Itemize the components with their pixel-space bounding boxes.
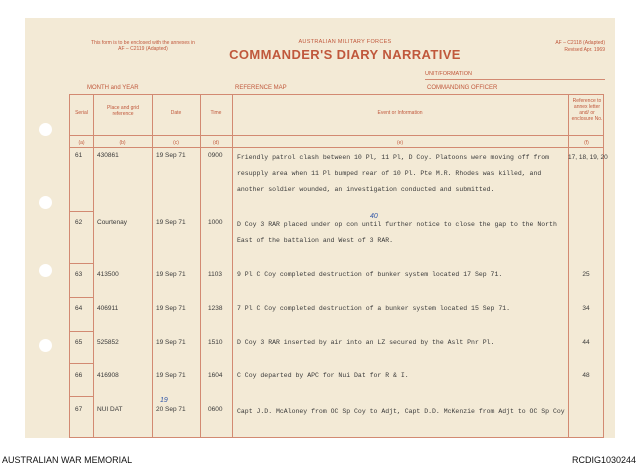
- serial-cell: 67: [75, 406, 83, 413]
- revised-date: Revised Apr. 1969: [564, 47, 605, 53]
- unit-formation-label: UNIT/FORMATION: [425, 71, 472, 77]
- event-cell: Capt J.D. McAloney from OC Sp Coy to Adjt, Capt D.D. McKenzie from Adjt to OC Sp Coy: [237, 408, 565, 415]
- forces-label: AUSTRALIAN MILITARY FORCES: [298, 39, 392, 45]
- row-divider: [70, 211, 93, 212]
- time-cell: 0900: [208, 152, 223, 159]
- commanding-officer-label: COMMANDING OFFICER: [427, 85, 498, 91]
- event-cell: C Coy departed by APC for Nui Dat for R & I.: [237, 372, 409, 379]
- col-letter-c: (c): [173, 140, 179, 146]
- serial-cell: 61: [75, 152, 83, 159]
- place-cell: 416908: [97, 372, 119, 379]
- col-header-event: Event or Information: [377, 110, 423, 116]
- handwritten-annotation: 40: [370, 213, 378, 220]
- form-id: AF – C2118 (Adapted): [555, 40, 605, 46]
- punch-hole: [39, 123, 52, 136]
- place-cell: NUI DAT: [97, 406, 123, 413]
- time-cell: 1510: [208, 339, 223, 346]
- reference-cell: 44: [582, 339, 590, 346]
- place-cell: 430861: [97, 152, 119, 159]
- serial-cell: 66: [75, 372, 83, 379]
- date-cell: 19 Sep 71: [156, 305, 186, 312]
- month-year-label: MONTH and YEAR: [87, 85, 139, 91]
- date-cell: 19 Sep 71: [156, 152, 186, 159]
- event-cell: 9 Pl C Coy completed destruction of bunker system located 17 Sep 71.: [237, 271, 503, 278]
- col-header-place: Place and grid reference: [107, 105, 139, 117]
- diary-sheet: [25, 18, 615, 438]
- date-cell: 19 Sep 71: [156, 271, 186, 278]
- time-cell: 1238: [208, 305, 223, 312]
- place-cell: 406911: [97, 305, 119, 312]
- col-header-time: Time: [210, 110, 222, 116]
- col-letter-b: (b): [119, 140, 126, 146]
- col-letter-f: (f): [584, 140, 589, 146]
- page-title: COMMANDER'S DIARY NARRATIVE: [229, 47, 461, 62]
- col-letter-a: (a): [78, 140, 85, 146]
- narrative-table: [69, 94, 608, 438]
- place-cell: 525852: [97, 339, 119, 346]
- place-cell: 413500: [97, 271, 119, 278]
- event-cell: D Coy 3 RAR inserted by air into an LZ secured by the Aslt Pnr Pl.: [237, 339, 495, 346]
- row-divider: [70, 297, 93, 298]
- punch-hole: [39, 264, 52, 277]
- col-header-serial: Serial: [75, 110, 88, 116]
- event-cell: D Coy 3 RAR placed under op con until further notice to close the gap to the North East of the battalion and West of 3 RAR.: [237, 221, 557, 244]
- document-id: RCDIG1030244: [571, 455, 636, 465]
- reference-cell: 17, 18, 19, 20: [568, 154, 608, 161]
- reference-cell: 34: [582, 305, 590, 312]
- event-cell: Friendly patrol clash between 10 Pl, 11 Pl, D Coy. Platoons were moving off from resupply area when 11 Pl bumped rear of 10 Pl. Pte M.R. Rhodes was killed, and another soldier wounded, an investigation conducted and submitted.: [237, 154, 550, 193]
- handwritten-annotation: 19: [160, 397, 168, 404]
- reference-cell: 25: [582, 271, 590, 278]
- col-letter-d: (d): [212, 140, 220, 146]
- row-divider: [70, 396, 93, 397]
- time-cell: 1103: [208, 271, 222, 278]
- date-cell: 19 Sep 71: [156, 372, 186, 379]
- header-divider: [70, 135, 603, 136]
- punch-hole: [39, 196, 52, 209]
- event-cell: 7 Pl C Coy completed destruction of a bunker system located 15 Sep 71.: [237, 305, 511, 312]
- serial-cell: 65: [75, 339, 83, 346]
- header-divider: [70, 147, 603, 148]
- time-cell: 0600: [208, 406, 223, 413]
- date-cell: 20 Sep 71: [156, 406, 186, 413]
- col-letter-e: (e): [396, 140, 404, 146]
- col-header-date: Date: [170, 110, 182, 116]
- place-cell: Courtenay: [97, 219, 127, 226]
- form-id-block: [515, 40, 605, 54]
- unit-line: [425, 79, 605, 80]
- col-header-reference: Reference to annex letter and/ or enclosure No.: [571, 98, 603, 122]
- time-cell: 1000: [208, 219, 223, 226]
- row-divider: [70, 363, 93, 364]
- punch-hole: [39, 339, 52, 352]
- row-divider: [70, 331, 93, 332]
- date-cell: 19 Sep 71: [156, 219, 186, 226]
- date-cell: 19 Sep 71: [156, 339, 186, 346]
- time-cell: 1604: [208, 372, 223, 379]
- serial-cell: 63: [75, 271, 83, 278]
- form-header: [210, 39, 480, 62]
- serial-cell: 64: [75, 305, 83, 312]
- reference-cell: 48: [582, 372, 590, 379]
- serial-cell: 62: [75, 219, 83, 226]
- enclose-note: This form is to be enclosed with the annexes in AF – C2119 (Adapted): [91, 40, 195, 52]
- reference-map-label: REFERENCE MAP: [235, 85, 287, 91]
- archive-credit: AUSTRALIAN WAR MEMORIAL: [2, 455, 133, 465]
- row-divider: [70, 263, 93, 264]
